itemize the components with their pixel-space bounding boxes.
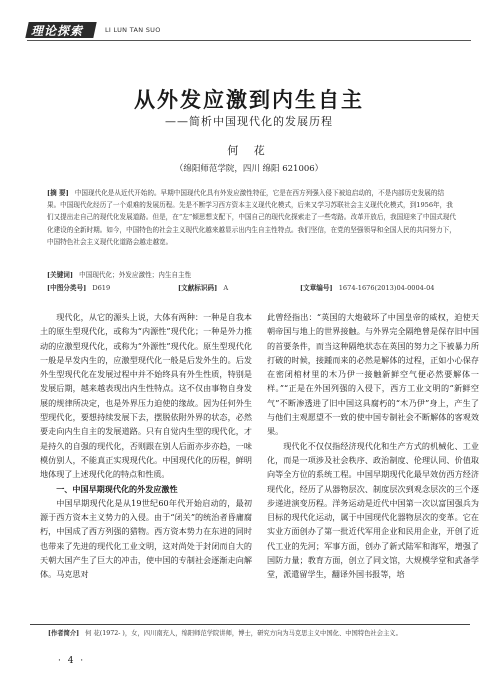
abstract [47,187,457,248]
body-paragraph: 此曾经指出：“英国的大炮破坏了中国皇帝的威权，迫使天朝帝国与地上的世界接触。与外界完全隔绝曾是保存旧中国的首要条件，而当这种隔绝状态在英国的努力之下被暴力所打破的时候，接踵而来的必然是解体的过程，正如小心保存在密闭棺材里的木乃伊一接触新鲜空气便必然要解体一样。”“正是在外国列强的入侵下，西方工业文明的“新鲜空气”不断渗透进了旧中国这具腐朽的“木乃伊”身上，产生了与他们主观愿望不一致的使中国专制社会不断解体的客观效果。 [267,312,479,437]
article-title: 从外发应激到内生自主 [134,88,364,112]
body-paragraph: 现代化不仅仅指经济现代化和生产方式的机械化、工业化，而是一项涉及社会秩序、政治制度、伦理认同、价值取向等全方位的系统工程。中国早期现代化最早效仿西方经济现代化，经历了从器物层次、制度层次到观念层次的三个逐步递进演变历程。洋务运动是近代中国第一次以富国强兵为目标的现代化运动，属于中国现代化器物层次的变革。它在实业方面创办了第一批近代军用企业和民用企业，开创了近代工业的先河；军事方面，创办了新式陆军和海军，增强了国防力量；教育方面，创立了同文馆，大规模学堂和武备学堂，派遣留学生，翻译外国书报等，培 [267,440,479,580]
section-heading: 一、中国早期现代化的外发应激性 [56,483,178,494]
clc-label: [中图分类号] [47,284,87,292]
column-title: 理论探索 [31,24,84,38]
keywords-text: 中国现代化；外发应激性；内生自主性 [79,271,192,279]
author-name: 何 花 [227,144,271,157]
body-right-column [267,310,479,582]
clc-value: D619 [92,284,111,292]
body-left-column [40,310,252,582]
keywords-label: [关键词] [47,271,74,279]
body-paragraph: 中国早期现代化是从19世纪60年代开始启动的，最初源于西方资本主义势力的入侵。由于“闭关”的统治者昏庸腐朽，中国成了西方列强的猎物。西方资本势力在东进的同时也带来了先进的现代化工业文明，这对尚处于封闭而自大的天朝大国产生了巨大的冲击，使中国的专制社会逐渐走向解体。马克思对 [40,497,252,580]
footnote-label: [作者简介] [48,630,80,637]
doc-code-label: [文献标识码] [178,284,218,292]
article-subtitle: ——简析中国现代化的发展历程 [165,115,333,128]
author-affiliation: （绵阳师范学院，四川 绵阳 621006） [174,164,324,174]
clc-number [47,282,110,292]
column-pinyin: LI LUN TAN SUO [105,26,161,34]
column-banner [27,22,187,42]
header-rule [27,40,471,41]
body-paragraph: 现代化，从它的源头上说，大体有两种：一种是自我本土的原生型现代化，或称为“内源性”现代化；一种是外力推动的应激型现代化，或称为“外源性”现代化。原生型现代化一般是早发内生的，应激型现代化一般是后发外生的。后发外生型现代化在发展过程中并不始终具有外生性质，特别是发展后期，越来越表现出内生性特点。这不仅由事物自身发展的规律所决定，也是外界压力迫使的缘故。因为任何外生型现代化，要想持续发展下去，摆脱依附外界的状态，必然要走向内生自主的发展道路。只有自觉内生型的现代化，才是持久的自强的现代化，否则跟在别人后面亦步亦趋，一味模仿别人，不能真正实现现代化。中国现代化的历程，鲜明地体现了上述现代化的特点和性质。 [40,312,252,480]
article-number [300,282,434,292]
doc-code-value: A [223,284,229,292]
document-code [178,282,228,292]
author-footnote [48,628,468,637]
article-no-value: 1674-1676(2013)04-0004-04 [338,284,435,292]
footnote-text: 何 花(1972- )，女，四川南充人，绵阳师范学院讲师，博士，研究方向为马克思主义中国化、中国特色社会主义。 [85,630,402,637]
keywords [47,269,191,279]
article-no-label: [文章编号] [300,284,333,292]
abstract-label: [摘 要] [47,189,69,197]
page-number: · 4 · [58,656,86,666]
footnote-rule [30,624,470,625]
abstract-text: 中国现代化是从近代开始的。早期中国现代化具有外发应激性特征，它是在西方列强入侵下被迫启动的，不是内部历史发展的结果。中国现代化经历了一个艰难的发展历程。先是不断学习西方资本主义现代化模式，后来又学习苏联社会主义现代化模式，到1956年，我们又提出走自己的现代化发展道路。但是，在“左”倾思想支配下，中国自己的现代化探索走了一些弯路。改革开放后，我国迎来了中国式现代化建设的全新时期。如今，中国特色的社会主义现代化越来越显示出内生自主性特点。我们坚信，在党的坚强领导和全国人民的共同努力下，中国特色社会主义现代化道路会越走越宽。 [47,189,456,246]
